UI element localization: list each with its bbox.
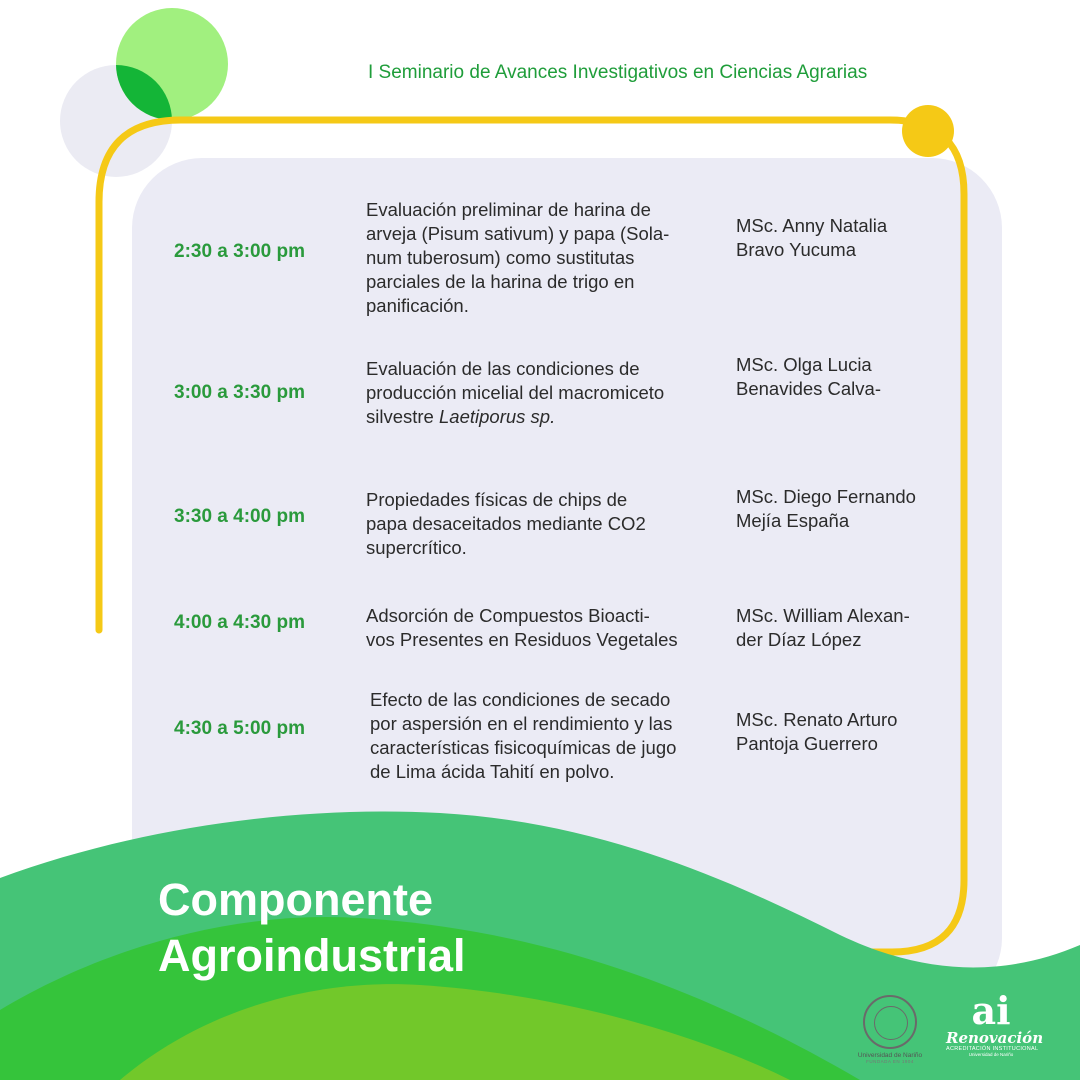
talk-title-line: por aspersión en el rendimiento y las (370, 713, 673, 734)
accreditation-subtitle: ACREDITACIÓN INSTITUCIONAL (946, 1046, 1039, 1052)
renovacion-logo (946, 988, 1044, 1057)
time-slot: 4:00 a 4:30 pm (174, 612, 305, 633)
talk-title-line: Efecto de las condiciones de secado (370, 689, 671, 710)
ai-mark: ai (971, 988, 1011, 1033)
talk-title-line: producción micelial del macromiceto (366, 382, 665, 403)
speaker-line: Benavides Calva- (736, 378, 881, 399)
talk-title-line: Evaluación preliminar de harina de (366, 199, 651, 220)
university-founded: FUNDADA EN 1904 (866, 1059, 914, 1064)
talk-title-line: Evaluación de las condiciones de (366, 358, 640, 379)
talk-title-line: de Lima ácida Tahití en polvo. (370, 761, 615, 782)
accreditation-subtitle-2: Universidad de Nariño (968, 1052, 1014, 1057)
talk-title-line: papa desaceitados mediante CO2 (366, 513, 646, 534)
talk-title-text: silvestre (366, 406, 434, 427)
universidad-narino-logo (850, 995, 930, 1064)
talk-title-line: num tuberosum) como sustitutas (366, 247, 635, 268)
section-title (158, 872, 466, 984)
time-slot: 4:30 a 5:00 pm (174, 718, 305, 739)
speaker-line: MSc. William Alexan- (736, 605, 910, 626)
speaker-line: Pantoja Guerrero (736, 733, 878, 754)
speaker-line: MSc. Renato Arturo (736, 709, 898, 730)
section-title-line: Agroindustrial (158, 930, 466, 981)
talk-title-line: Adsorción de Compuestos Bioacti- (366, 605, 650, 626)
talk-title-line: Propiedades físicas de chips de (366, 489, 628, 510)
time-slot: 3:00 a 3:30 pm (174, 382, 305, 403)
university-seal-icon (863, 995, 917, 1049)
speaker-line: MSc. Olga Lucia (736, 354, 872, 375)
talk-title-line: arveja (Pisum sativum) y papa (Sola- (366, 223, 670, 244)
time-slot: 3:30 a 4:00 pm (174, 506, 305, 527)
university-name: Universidad de Nariño (857, 1052, 923, 1059)
species-name: Laetiporus sp. (439, 406, 556, 427)
talk-title-line: supercrítico. (366, 537, 467, 558)
speaker-line: Mejía España (736, 510, 850, 531)
renovacion-word: Renovación (946, 1029, 1044, 1047)
seminar-title: I Seminario de Avances Investigativos en Ciencias Agrarias (368, 62, 868, 83)
talk-title-line: características fisicoquímicas de jugo (370, 737, 677, 758)
talk-title-line: panificación. (366, 295, 469, 316)
speaker-line: Bravo Yucuma (736, 239, 856, 260)
speaker-line: MSc. Anny Natalia (736, 215, 888, 236)
section-title-line: Componente (158, 874, 433, 925)
time-slot: 2:30 a 3:00 pm (174, 241, 305, 262)
speaker-line: MSc. Diego Fernando (736, 486, 916, 507)
talk-title-line: parciales de la harina de trigo en (366, 271, 635, 292)
speaker-line: der Díaz López (736, 629, 862, 650)
talk-title-line: vos Presentes en Residuos Vegetales (366, 629, 678, 650)
